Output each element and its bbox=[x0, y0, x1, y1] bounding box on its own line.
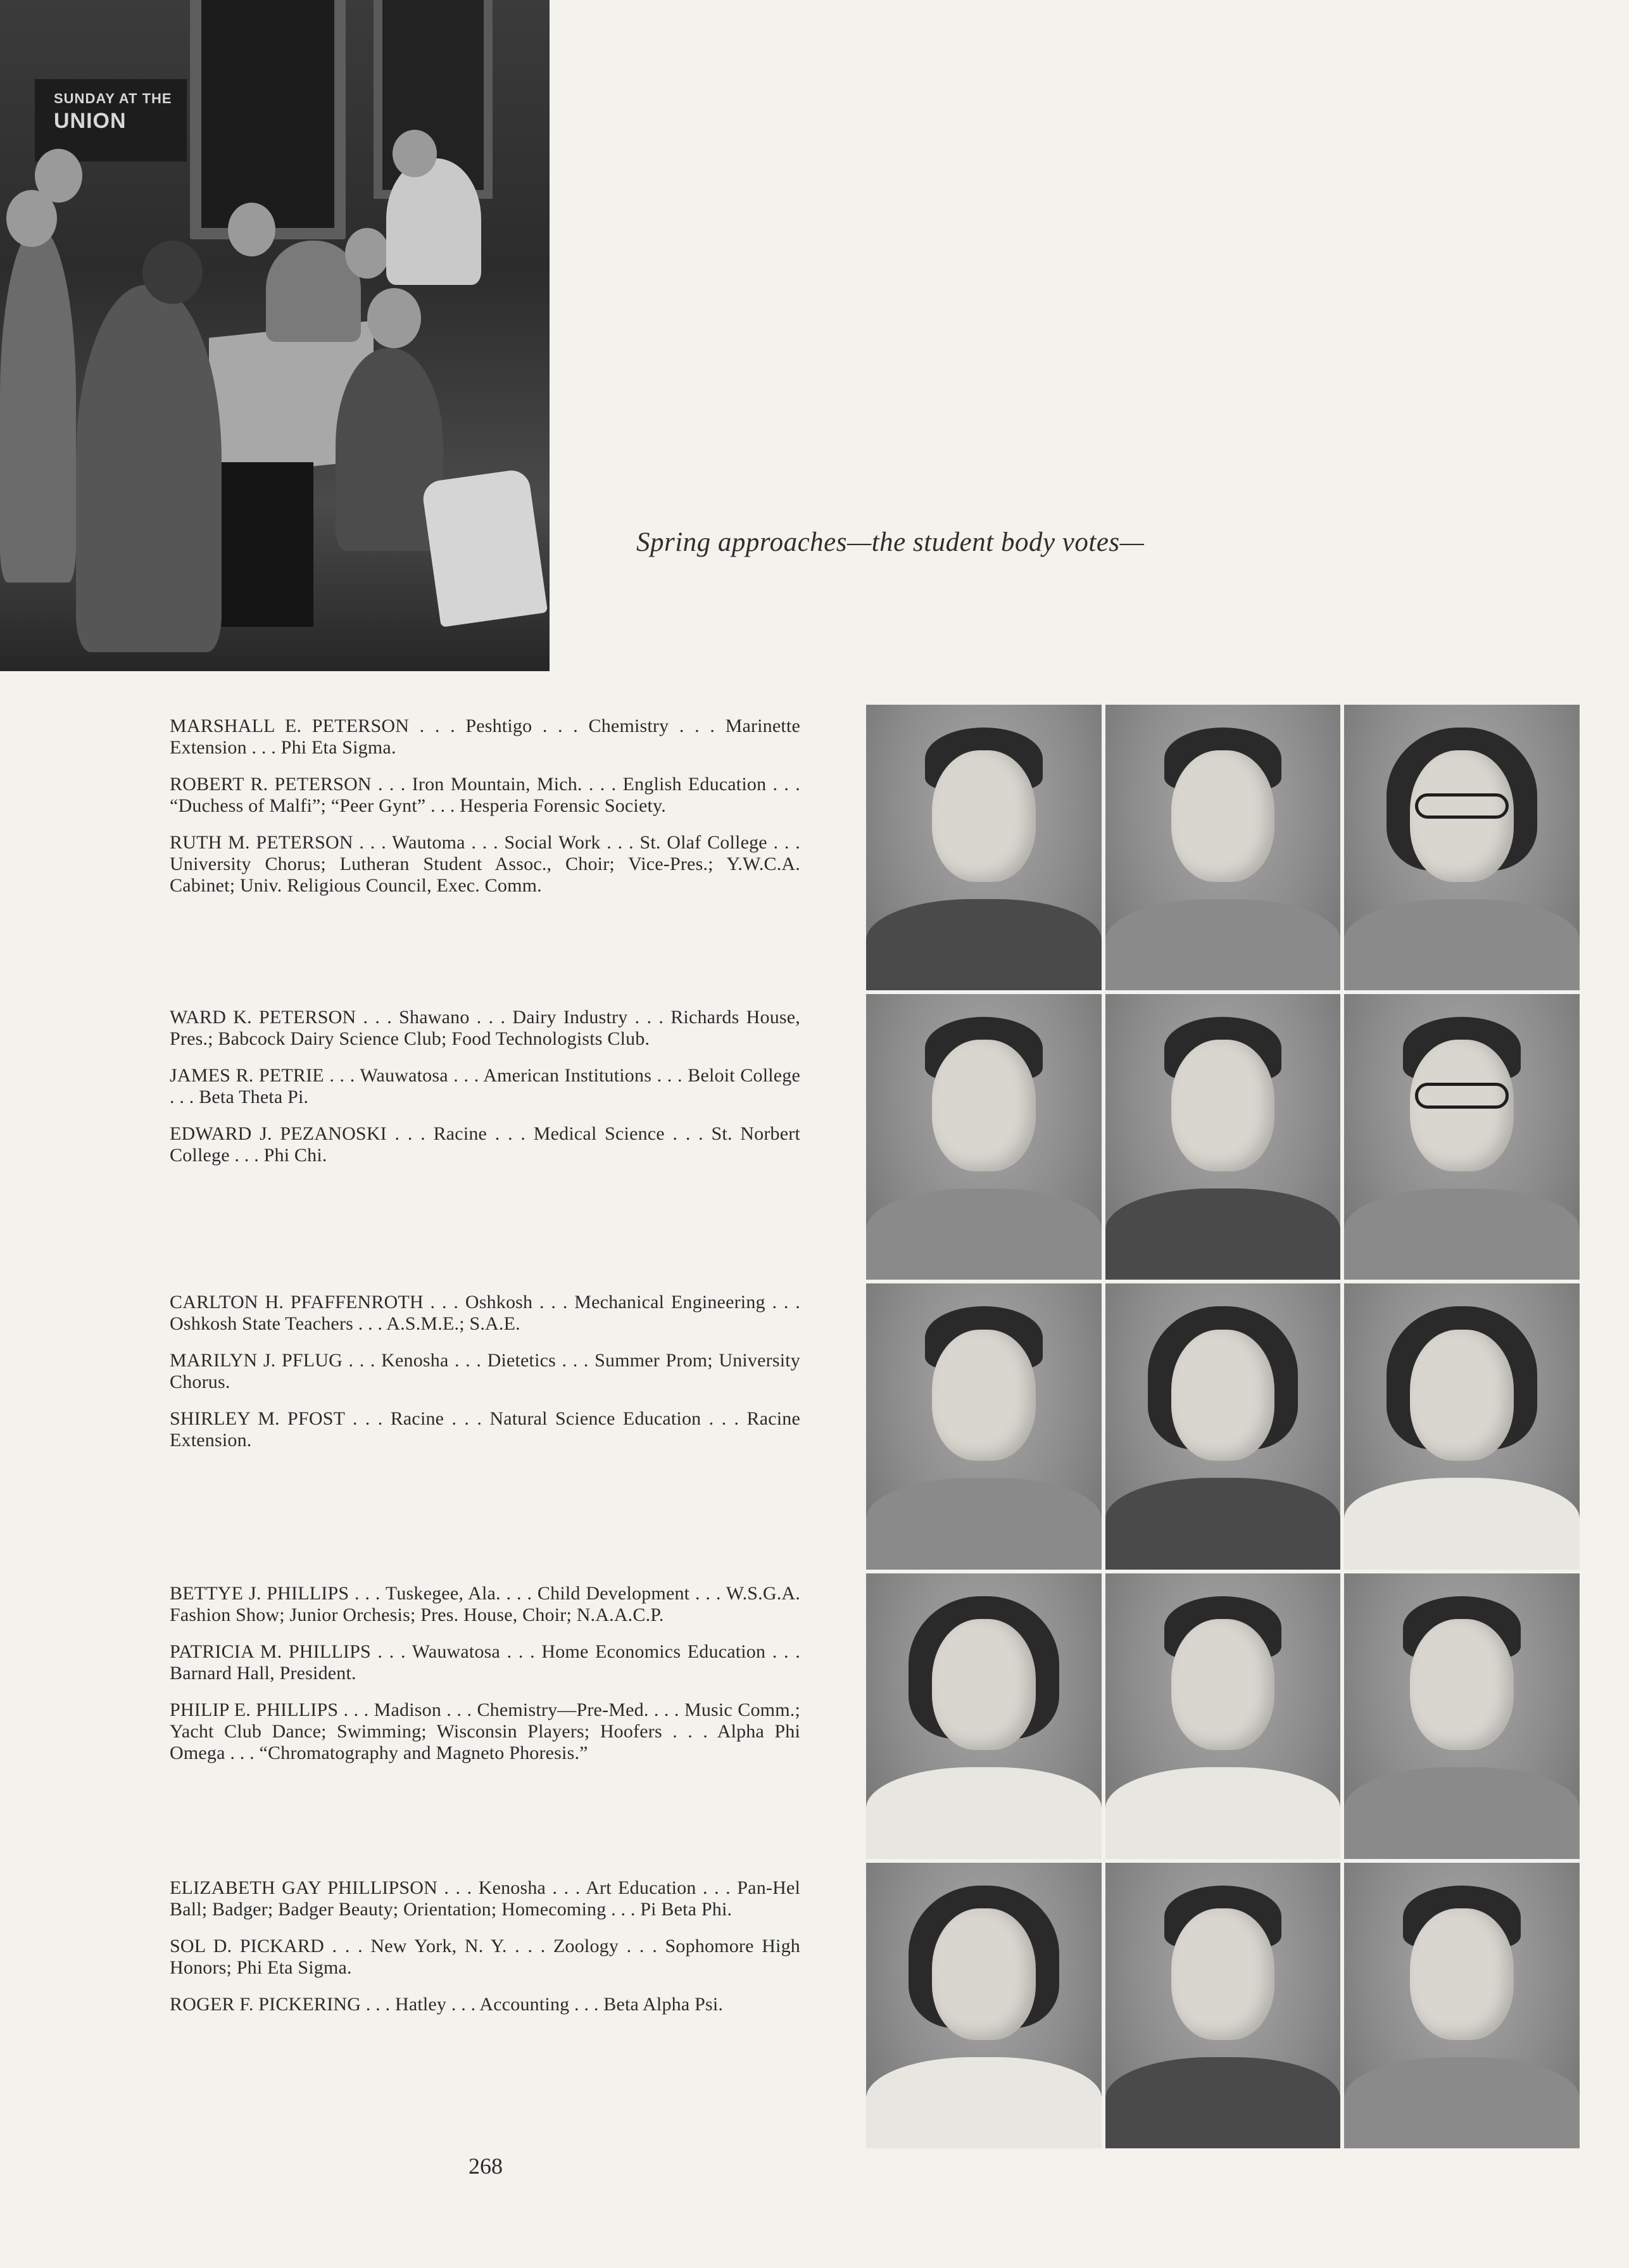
photo-sign-line1: SUNDAY AT THE bbox=[54, 91, 172, 106]
photo-ballot-box bbox=[218, 462, 313, 627]
biography-entry: ROGER F. PICKERING . . . Hatley . . . Accounting . . . Beta Alpha Psi. bbox=[170, 1994, 724, 2015]
portrait-body bbox=[866, 2057, 1102, 2148]
biography-entry: PATRICIA M. PHILLIPS . . . Wauwatosa . . . Home Economics Education . . . Barnard Hall, President. bbox=[170, 1641, 800, 1684]
portrait-face bbox=[1171, 750, 1275, 882]
portrait-face bbox=[1171, 1330, 1275, 1461]
portrait-face bbox=[932, 750, 1036, 882]
portrait-face bbox=[1410, 1619, 1514, 1751]
entry-group-3 bbox=[170, 1292, 800, 1466]
portrait-face bbox=[932, 1040, 1036, 1171]
portrait-photo bbox=[1105, 1283, 1341, 1569]
portrait-body bbox=[866, 899, 1102, 990]
voting-photo bbox=[0, 0, 550, 671]
portrait-body bbox=[1344, 2057, 1580, 2148]
biography-entry: SHIRLEY M. PFOST . . . Racine . . . Natural Science Education . . . Racine Extension. bbox=[170, 1408, 800, 1451]
entry-group-1 bbox=[170, 715, 800, 912]
biography-entry: MARSHALL E. PETERSON . . . Peshtigo . . . Chemistry . . . Marinette Extension . . . Phi Eta Sigma. bbox=[170, 715, 800, 758]
page-number: 268 bbox=[469, 2153, 503, 2179]
portrait-photo bbox=[1105, 994, 1341, 1280]
entry-group-5 bbox=[170, 1877, 800, 2031]
portrait-body bbox=[866, 1767, 1102, 1858]
portrait-face bbox=[1410, 1330, 1514, 1461]
photo-person-head bbox=[393, 130, 437, 177]
portrait-photo bbox=[1105, 705, 1341, 990]
portrait-body bbox=[1105, 1767, 1341, 1858]
portrait-grid bbox=[866, 705, 1580, 2148]
photo-person-head bbox=[35, 149, 82, 203]
photo-archway bbox=[190, 0, 346, 239]
biography-entry: ELIZABETH GAY PHILLIPSON . . . Kenosha . . . Art Education . . . Pan-Hel Ball; Badger; Badger Beauty; Orientation; Homecoming . . . Pi Beta Phi. bbox=[170, 1877, 800, 1920]
portrait-body bbox=[1105, 2057, 1341, 2148]
portrait-photo bbox=[1105, 1863, 1341, 2148]
photo-person bbox=[76, 285, 222, 652]
photo-sign-line2: UNION bbox=[54, 109, 127, 133]
portrait-photo bbox=[866, 1573, 1102, 1859]
portrait-face bbox=[932, 1908, 1036, 2040]
biography-entry: WARD K. PETERSON . . . Shawano . . . Dairy Industry . . . Richards House, Pres.; Babcock Dairy Science Club; Food Technologists Club. bbox=[170, 1007, 800, 1049]
biography-entry: ROBERT R. PETERSON . . . Iron Mountain, Mich. . . . English Education . . . “Duchess of Malfi”; “Peer Gynt” . . . Hesperia Forensic Society. bbox=[170, 774, 800, 816]
glasses-icon bbox=[1415, 793, 1509, 819]
portrait-body bbox=[1344, 899, 1580, 990]
portrait-photo bbox=[866, 994, 1102, 1280]
portrait-body bbox=[1105, 1188, 1341, 1280]
photo-person-head bbox=[345, 228, 389, 279]
biography-entry: CARLTON H. PFAFFENROTH . . . Oshkosh . . . Mechanical Engineering . . . Oshkosh State Teachers . . . A.S.M.E.; S.A.E. bbox=[170, 1292, 800, 1334]
photo-person bbox=[386, 158, 481, 285]
photo-person bbox=[0, 228, 76, 583]
photo-caption: Spring approaches—the student body votes— bbox=[636, 527, 1145, 557]
portrait-photo bbox=[866, 1863, 1102, 2148]
biography-entry: MARILYN J. PFLUG . . . Kenosha . . . Dietetics . . . Summer Prom; University Chorus. bbox=[170, 1350, 800, 1392]
portrait-body bbox=[1105, 1478, 1341, 1569]
portrait-photo bbox=[1344, 705, 1580, 990]
glasses-icon bbox=[1415, 1083, 1509, 1109]
portrait-photo bbox=[1344, 1863, 1580, 2148]
portrait-photo bbox=[866, 1283, 1102, 1569]
portrait-photo bbox=[1105, 1573, 1341, 1859]
portrait-body bbox=[1344, 1478, 1580, 1569]
photo-person-head bbox=[142, 241, 203, 304]
biography-entry: EDWARD J. PEZANOSKI . . . Racine . . . Medical Science . . . St. Norbert College . . . Phi Chi. bbox=[170, 1123, 800, 1166]
photo-person-head bbox=[367, 288, 421, 348]
portrait-body bbox=[866, 1188, 1102, 1280]
biography-entry: JAMES R. PETRIE . . . Wauwatosa . . . American Institutions . . . Beloit College . . . Beta Theta Pi. bbox=[170, 1065, 800, 1107]
portrait-body bbox=[866, 1478, 1102, 1569]
biography-entry: PHILIP E. PHILLIPS . . . Madison . . . Chemistry—Pre-Med. . . . Music Comm.; Yacht Club Dance; Swimming; Wisconsin Players; Hoofers . . . Alpha Phi Omega . . . “Chromatography and Magneto Phoresis.” bbox=[170, 1699, 800, 1763]
portrait-photo bbox=[1344, 1573, 1580, 1859]
portrait-body bbox=[1105, 899, 1341, 990]
portrait-face bbox=[1410, 1908, 1514, 2040]
portrait-face bbox=[1171, 1619, 1275, 1751]
entry-group-4 bbox=[170, 1583, 800, 1779]
photo-person-head bbox=[228, 203, 275, 256]
portrait-photo bbox=[1344, 1283, 1580, 1569]
portrait-face bbox=[932, 1619, 1036, 1751]
portrait-body bbox=[1344, 1188, 1580, 1280]
entry-group-2 bbox=[170, 1007, 800, 1181]
biography-entry: SOL D. PICKARD . . . New York, N. Y. . . . Zoology . . . Sophomore High Honors; Phi Eta Sigma. bbox=[170, 1936, 800, 1978]
photo-chair bbox=[421, 468, 548, 627]
portrait-face bbox=[932, 1330, 1036, 1461]
portrait-body bbox=[1344, 1767, 1580, 1858]
biography-entry: RUTH M. PETERSON . . . Wautoma . . . Social Work . . . St. Olaf College . . . University Chorus; Lutheran Student Assoc., Choir; Vice-Pres.; Y.W.C.A. Cabinet; Univ. Religious Council, Exec. Comm. bbox=[170, 832, 800, 896]
portrait-photo bbox=[866, 705, 1102, 990]
biography-entry: BETTYE J. PHILLIPS . . . Tuskegee, Ala. . . . Child Development . . . W.S.G.A. Fashion Show; Junior Orchesis; Pres. House, Choir; N.A.A.C.P. bbox=[170, 1583, 800, 1625]
portrait-face bbox=[1171, 1040, 1275, 1171]
portrait-face bbox=[1171, 1908, 1275, 2040]
portrait-photo bbox=[1344, 994, 1580, 1280]
